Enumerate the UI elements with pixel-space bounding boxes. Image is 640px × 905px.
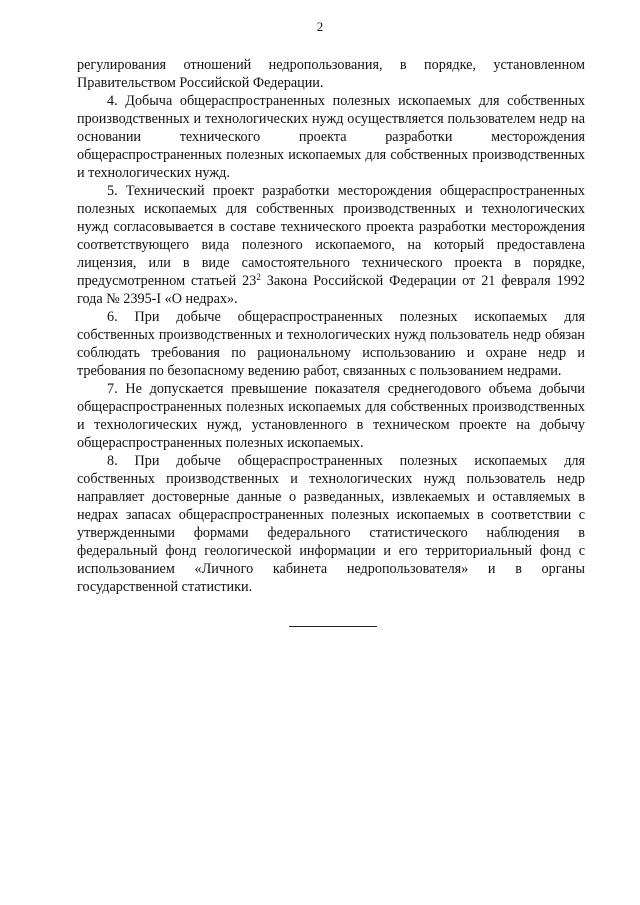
end-divider-line bbox=[289, 626, 377, 627]
paragraph-4 bbox=[77, 92, 585, 182]
document-body bbox=[77, 56, 585, 596]
paragraph-5 bbox=[77, 182, 585, 308]
article-superscript: 2 bbox=[256, 272, 261, 282]
paragraph-6-number: 6. bbox=[107, 309, 118, 325]
paragraph-5-text: Технический проект разработки месторождения общераспространенных полезных ископаемых для собственных производственных и технологических нужд согласовывается в составе технического проекта разработки месторождения соответствующего вида полезного ископаемого, на который предоставлена лицензия, или в виде самостоятельного технического проекта в порядке, предусмотренном статьей 23 bbox=[77, 183, 585, 289]
paragraph-7 bbox=[77, 380, 585, 452]
paragraph-8-number: 8. bbox=[107, 453, 118, 469]
continuation-paragraph: регулирования отношений недропользования, в порядке, установленном Правительством Российской Федерации. bbox=[77, 57, 585, 91]
page-number: 2 bbox=[316, 19, 324, 34]
paragraph-4-text: Добыча общераспространенных полезных ископаемых для собственных производственных и технологических нужд осуществляется пользователем недр на основании технического проекта разработки месторождения общераспространенных полезных ископаемых для собственных производственных и технологических нужд. bbox=[77, 93, 586, 181]
paragraph-6 bbox=[77, 308, 585, 380]
paragraph-5-text-end: Закона Российской Федерации от 21 февраля 1992 года № 2395-I «О недрах». bbox=[77, 273, 585, 307]
paragraph-8 bbox=[77, 452, 585, 596]
paragraph-5-number: 5. bbox=[107, 183, 118, 199]
paragraph-8-text: При добыче общераспространенных полезных ископаемых для собственных производственных и технологических нужд пользователь недр направляет достоверные данные о разведанных, извлекаемых и оставляемых в недрах запасах общераспространенных полезных ископаемых в соответствии с утвержденными формами федерального статистического наблюдения в федеральный фонд геологической информации и его территориальный фонд с использованием «Личного кабинета недропользователя» и в органы государственной статистики. bbox=[77, 453, 586, 595]
paragraph-4-number: 4. bbox=[107, 93, 118, 109]
paragraph-6-text: При добыче общераспространенных полезных ископаемых для собственных производственных и технологических нужд пользователь недр обязан соблюдать требования по рациональному использованию и охране недр и требования по безопасному ведению работ, связанных с пользованием недрами. bbox=[77, 309, 586, 379]
paragraph-7-text: Не допускается превышение показателя среднегодового объема добычи общераспространенных полезных ископаемых для собственных производственных и технологических нужд, установленного в техническом проекте на добычу общераспространенных полезных ископаемых. bbox=[77, 381, 586, 451]
paragraph-7-number: 7. bbox=[107, 381, 118, 397]
